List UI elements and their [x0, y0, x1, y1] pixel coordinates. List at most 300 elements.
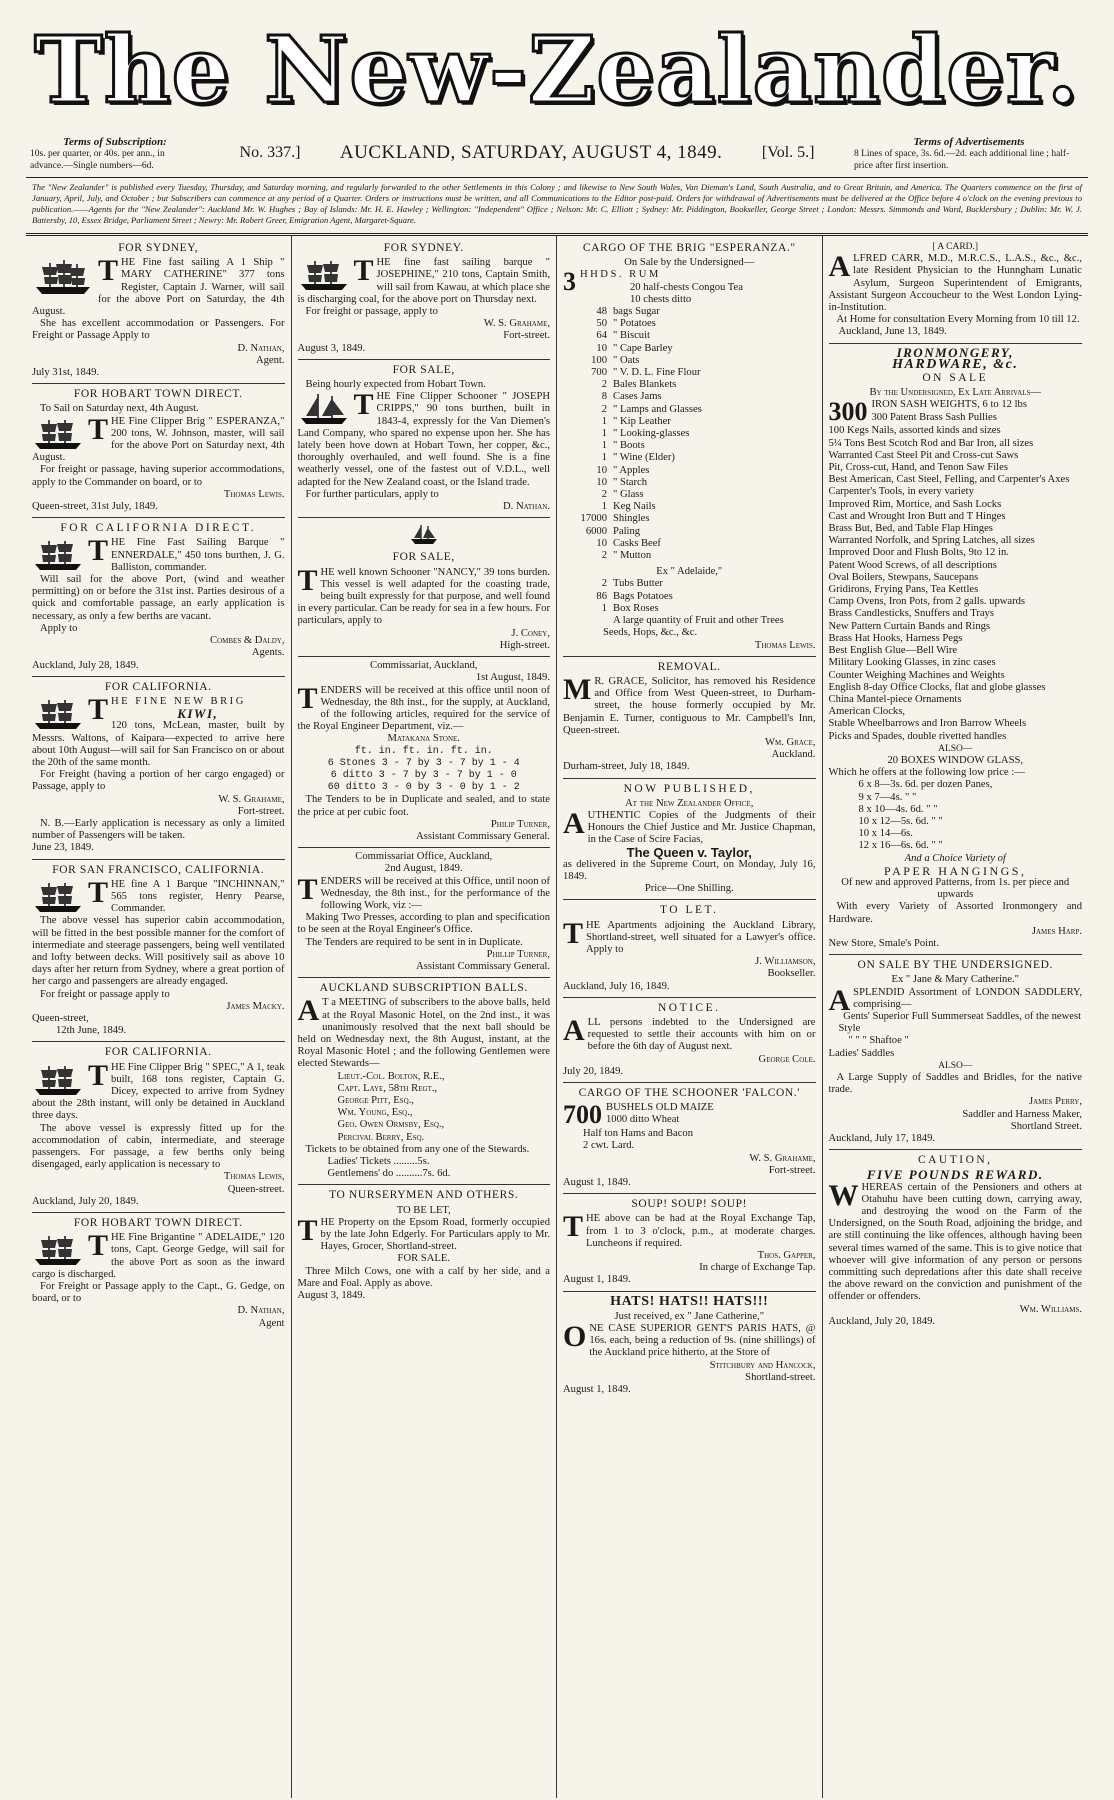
- cargo-row: [563, 404, 816, 416]
- paper-heading: PAPER HANGINGS,: [884, 863, 1027, 878]
- subscription-terms-title: Terms of Subscription:: [63, 136, 167, 148]
- cargo-row: [563, 355, 816, 367]
- cargo-quantity: 1: [601, 501, 607, 513]
- ship-icon: [32, 696, 84, 732]
- drop-cap: T: [353, 254, 374, 288]
- cargo-item: 20 half-chests Congou Tea: [630, 281, 743, 293]
- ad-heading: FOR HOBART TOWN DIRECT.: [73, 1217, 243, 1230]
- drop-cap: T: [98, 254, 119, 288]
- cargo-quantity: 1: [601, 428, 607, 440]
- hardware-item: English 8-day Office Clocks, flat and globe glasses: [828, 681, 1046, 693]
- steward-name: Lieut.-Col. Bolton, R.E.,: [337, 1070, 445, 1082]
- ad-subhead: TO BE LET,: [396, 1204, 451, 1216]
- cargo-list: [563, 578, 816, 615]
- drop-cap: T: [88, 534, 109, 568]
- ship-icon: [298, 257, 350, 293]
- item-line: 300 Patent Brass Sash Pullies: [871, 411, 997, 423]
- ad-signature: W. S. Grahame,: [483, 318, 550, 330]
- steward-name: George Pitt, Esq.,: [337, 1095, 414, 1106]
- item-line: " " " Shaftoe ": [848, 1035, 909, 1047]
- ad-commissariat-presses: [298, 848, 551, 978]
- ad-california-kiwi: [32, 677, 285, 860]
- drop-cap: T: [297, 1213, 318, 1247]
- cargo-quantity: 50: [596, 318, 607, 330]
- ad-text: Making Two Presses, according to plan and specification to be seen at the Royal Engineer's Office.: [297, 912, 550, 936]
- cargo-row: [563, 318, 816, 330]
- cargo-item: Shingles: [613, 513, 650, 525]
- ad-signature: Combes & Daldy,: [210, 635, 285, 647]
- ad-body: HE Fine Clipper Brig " SPEC," A 1, teak built, 168 tons register, Captain G. Dicey, expected to arrive from Sydney about the 28th instant, will only be detained in Auckland three days.: [32, 1061, 285, 1122]
- glass-heading: 20 BOXES WINDOW GLASS,: [887, 754, 1024, 766]
- ad-signature-title: Auckland.: [771, 749, 816, 761]
- ad-signature-title: Agent.: [255, 354, 285, 366]
- glass-size: 9 x 7—4s. " ": [858, 791, 917, 803]
- ship-icon: [32, 257, 94, 297]
- drop-cap: T: [88, 1229, 109, 1263]
- cargo-row: [563, 489, 816, 501]
- ad-ironmongery: [829, 344, 1083, 956]
- issue-number: No. 337.]: [239, 144, 301, 161]
- cargo-row: [563, 306, 816, 318]
- ad-california-ennerdale: [32, 518, 285, 676]
- ad-signature-title: Saddler and Harness Maker,: [962, 1108, 1082, 1120]
- ad-date: Auckland, June 13, 1849.: [838, 326, 947, 338]
- cargo-quantity: 10: [596, 476, 607, 488]
- ad-date: 12th June, 1849.: [56, 1025, 127, 1037]
- ad-body: NE CASE SUPERIOR GENT'S PARIS HATS, @ 16s. each, being a reduction of 9s. (nine shillings) of the Auckland price hitherto, at the Store of: [589, 1323, 816, 1359]
- ship-icon: [32, 1232, 84, 1268]
- ship-icon: [32, 537, 84, 573]
- glass-size: 10 x 12—5s. 6d. " ": [858, 815, 943, 827]
- ad-text: And a Choice Variety of: [904, 852, 1006, 864]
- schooner-icon: [409, 523, 439, 545]
- column-2: [292, 236, 558, 1798]
- drop-cap: T: [88, 1058, 109, 1092]
- ad-body: SPLENDID Assortment of LONDON SADDLERY, comprising—: [853, 986, 1082, 1010]
- ex-ship: Ex " Adelaide,": [656, 566, 723, 578]
- drop-cap: T: [88, 412, 109, 446]
- ad-heading: FOR SYDNEY.: [383, 242, 464, 254]
- ad-signature-title: Fort-street.: [237, 805, 285, 817]
- cargo-row: [563, 428, 816, 440]
- ad-signature: Thomas Lewis.: [754, 639, 816, 651]
- cargo-item: " Cape Barley: [613, 342, 673, 354]
- ad-signature: Phillip Turner,: [486, 948, 550, 960]
- drop-cap: T: [88, 875, 109, 909]
- steward-name: Capt. Laye, 58th Regt.,: [337, 1082, 438, 1094]
- cargo-item: " Kip Leather: [613, 415, 671, 427]
- ad-text: For freight or passage, having superior accommodations, apply to the Commander on board, or to: [32, 464, 285, 488]
- ad-signature-title: Shortland-street.: [745, 1371, 816, 1383]
- ad-date: July 31st, 1849.: [32, 367, 100, 379]
- ad-intro: On Sale by the Undersigned—: [624, 257, 755, 269]
- drop-cap: O: [563, 1320, 587, 1354]
- drop-cap: A: [828, 983, 851, 1017]
- cargo-list: [563, 282, 816, 563]
- ad-date: Auckland, July 17, 1849.: [828, 1133, 936, 1145]
- big-number: 3: [563, 267, 576, 297]
- cargo-row: [563, 526, 816, 538]
- cargo-quantity: 8: [601, 391, 607, 403]
- ad-intro: By the Undersigned, Ex Late Arrivals—: [869, 387, 1042, 399]
- ad-signature-title: Agent: [258, 1317, 285, 1329]
- units-row: ft. in. ft. in. ft. in.: [354, 745, 493, 757]
- ad-subscription-balls: [298, 978, 551, 1185]
- cargo-quantity: 10: [596, 537, 607, 549]
- also-label: ALSO—: [938, 743, 973, 754]
- ad-saddlery: [829, 955, 1083, 1150]
- cargo-item: " Wine (Elder): [613, 452, 675, 464]
- ad-signature: George Cole.: [758, 1053, 816, 1065]
- cargo-quantity: 2: [601, 489, 607, 501]
- cargo-item: Tubs Butter: [613, 578, 663, 590]
- cargo-line: 2 cwt. Lard.: [583, 1140, 635, 1152]
- hardware-item: Camp Ovens, Iron Pots, from 2 galls. upwards: [828, 596, 1026, 608]
- glass-size: 6 x 8—3s. 6d. per dozen Panes,: [858, 779, 993, 791]
- hardware-item: Gridirons, Frying Pans, Tea Kettles: [828, 584, 979, 596]
- drop-cap: T: [563, 916, 584, 950]
- ad-removal: [563, 657, 816, 779]
- ad-notice: [563, 998, 816, 1083]
- cargo-line: 1000 ditto Wheat: [606, 1114, 680, 1126]
- hardware-item: Military Looking Glasses, in zinc cases: [828, 657, 996, 669]
- drop-cap: A: [297, 994, 320, 1028]
- cargo-row: [563, 578, 816, 590]
- ad-tag: [ A CARD.]: [932, 242, 979, 252]
- cargo-item: Paling: [613, 525, 641, 537]
- ad-text: The above vessel has superior cabin accommodation, will be fitted in the best possible manner for the comfort of intermediate and steerage passengers, being well ventilated and lofty between decks. Will positively sail as above 10 days after her return from Sydney, where a great portion of her cargo and passengers are already engaged.: [32, 915, 285, 988]
- ad-hobart-adelaide: [32, 1213, 285, 1334]
- cargo-row: [580, 294, 816, 306]
- ad-heading: REMOVAL.: [657, 660, 721, 673]
- ad-heading: ON SALE BY THE UNDERSIGNED.: [857, 959, 1053, 972]
- ad-heading: CARGO OF THE SCHOONER 'FALCON.': [578, 1087, 800, 1099]
- glass-size: 12 x 16—6s. 6d. " ": [858, 840, 943, 852]
- ad-heading: CAUTION,: [917, 1154, 993, 1167]
- advertisement-terms: [854, 136, 1084, 172]
- glass-size: 10 x 14—6s.: [858, 828, 913, 840]
- ad-signature: J. Williamson,: [755, 956, 816, 968]
- cargo-row: [563, 477, 816, 489]
- cargo-row: [563, 550, 816, 562]
- ad-heading: FOR SYDNEY,: [118, 242, 199, 254]
- ad-signature: James Perry,: [1028, 1096, 1082, 1108]
- cargo-extra: Seeds, Hops, &c., &c.: [603, 627, 698, 639]
- volume-number: [Vol. 5.]: [761, 144, 815, 161]
- ad-card-carr: [829, 238, 1083, 344]
- ad-signature-title: In charge of Exchange Tap.: [699, 1262, 816, 1274]
- ad-text: The Tenders are required to be sent in in Duplicate.: [305, 936, 523, 948]
- ticket-price: Ladies' Tickets .........5s.: [327, 1156, 430, 1168]
- ad-body: T a MEETING of subscribers to the above balls, held at the Royal Masonic Hotel, on the 2nd inst., it was unanimously resolved that the next ball should be held on Wednesday next, the 8th August, instant, at the Royal Masonic Hotel ; and the following Gentlemen were elected Stewards—: [297, 997, 550, 1070]
- ad-heading: FOR CALIFORNIA.: [104, 680, 212, 693]
- ad-subhead: ON SALE: [922, 372, 989, 385]
- glass-size: 8 x 10—4s. 6d. " ": [858, 803, 938, 815]
- steward-name: Percival Berry, Esq.: [337, 1131, 425, 1143]
- ad-body: LFRED CARR, M.D., M.R.C.S., L.A.S., &c., &c., late Resident Physician to the Hunngham Lunatic Asylum, Surgeon Superintendent of Emigrants, Assistant Surgeon Accoucheur to the West London Lying-in-Institution.: [828, 253, 1082, 314]
- drop-cap: T: [297, 681, 318, 715]
- ad-header-line: Commissariat Office, Auckland,: [355, 851, 493, 863]
- cargo-item: " Lamps and Glasses: [613, 403, 702, 415]
- cargo-item: " Mutton: [613, 550, 652, 562]
- column-3: [557, 236, 823, 1798]
- hardware-item: Warranted Norfolk, and Spring Latches, all sizes: [828, 535, 1035, 547]
- cargo-item: Cases Jams: [613, 391, 662, 403]
- ship-icon: [32, 416, 84, 452]
- cargo-item: 10 chests ditto: [630, 293, 692, 305]
- cargo-quantity: 48: [596, 306, 607, 318]
- ad-signature: Thomas Lewis.: [223, 488, 285, 500]
- cargo-quantity: 1: [601, 602, 607, 614]
- ad-body: ENDERS will be received at this Office, until noon of Wednesday, the 8th inst., for the performance of the following Work, viz :—: [320, 875, 550, 911]
- ad-commissariat-stone: [298, 657, 551, 848]
- cargo-row: [563, 501, 816, 513]
- ship-icon: [32, 879, 84, 915]
- ad-text: Of new and approved Patterns, from 1s. per piece and upwards: [841, 876, 1070, 901]
- ad-heading: TO LET.: [659, 904, 719, 917]
- cargo-item: " Starch: [613, 476, 648, 488]
- cargo-item: bags Sugar: [613, 306, 660, 318]
- ad-signature-title: Fort-street.: [503, 330, 550, 342]
- ad-signature: Wm. Grace,: [765, 736, 816, 748]
- ad-body: HE Apartments adjoining the Auckland Library, Shortland-street, well situated for a Lawyer's office. Apply to: [586, 919, 816, 955]
- item-line: Gents' Superior Full Summerseat Saddles, of the newest Style: [838, 1010, 1082, 1035]
- ad-sydney-mary-catherine: [32, 238, 285, 384]
- ad-heading: FOR CALIFORNIA DIRECT.: [60, 522, 257, 535]
- cargo-line: Half ton Hams and Bacon: [583, 1128, 694, 1140]
- drop-cap: T: [297, 563, 318, 597]
- ad-text: Three Milch Cows, one with a calf by her side, and a Mare and Foal. Apply as above.: [297, 1265, 550, 1289]
- cargo-item: " Apples: [613, 464, 650, 476]
- cargo-quantity: 2: [601, 550, 607, 562]
- ad-text: For freight or passage apply to: [40, 988, 170, 1000]
- ad-text: Apply to: [40, 622, 78, 634]
- ad-sale-nancy: [298, 518, 551, 657]
- hardware-item: Warranted Cast Steel Pit and Cross-cut Saws: [828, 449, 1019, 461]
- cargo-quantity: 10: [596, 464, 607, 476]
- ad-heading: SOUP! SOUP! SOUP!: [631, 1198, 748, 1211]
- hardware-item: Improved Door and Flush Bolts, 9to 12 in.: [828, 547, 1009, 559]
- ad-signature: D. Nathan.: [503, 501, 550, 513]
- also-label: ALSO—: [938, 1060, 973, 1071]
- cargo-quantity: 2: [601, 379, 607, 391]
- hardware-item: Patent Wood Screws, of all descriptions: [828, 559, 997, 571]
- prospectus: The "New Zealander" is published every Tuesday, Thursday, and Saturday morning, and regularly forwarded to the other Settlements in this Colony ; and likewise to New South Wales, Van Dieman's Land, South Australia, and to Great Britain, and America. The Quarters commence on the first of January, April, July, and October ; but Subscribers can commence at any period of a Quarter. Orders or instructions must be written, and all Communications to the Editor post-paid. Orders for withdrawal of Advertisements must be delivered at the Office before 4 o'clock on the evening previous to publication.——Agents for the "New Zealander": Auckland Mr. W. Hughes ; Bay of Islands: Mr. H. E. Hawley ; Wellington: "Independent" Office ; Nelson: Mr. C. Elliott ; Sydney: Mr. Piddington, Bookseller, George Street ; London: Messrs. Simmonds and Ward, Bucklersbury ; Dublin: Mr. W. J. Battersby, 10, Essex Bridge, Parliament Street ; Newry: Mr. Robert Greer, Emigration Agent, Margaret-Square.: [26, 178, 1088, 236]
- ad-date: Auckland, July 20, 1849.: [32, 1195, 139, 1207]
- cargo-item: Bags Potatoes: [613, 590, 673, 602]
- ad-heading: HARDWARE, &c.: [892, 356, 1019, 372]
- ad-intro: To Sail on Saturday next, 4th August.: [40, 403, 199, 415]
- drop-cap: A: [563, 1013, 585, 1047]
- masthead: [26, 6, 1088, 134]
- column-1: [26, 236, 292, 1798]
- hardware-item: 5¼ Tons Best Scotch Rod and Bar Iron, all sizes: [828, 437, 1034, 449]
- ad-signature: James Harp.: [1031, 925, 1082, 937]
- ad-date: August 3, 1849.: [297, 342, 366, 354]
- hardware-item: New Pattern Curtain Bands and Rings: [828, 620, 991, 632]
- subscription-terms: [30, 136, 200, 172]
- hardware-item: Best English Glue—Bell Wire: [828, 645, 958, 657]
- cargo-quantity: 2: [601, 578, 607, 590]
- cargo-row: [563, 538, 816, 550]
- ad-signature: Stitchbury and Hancock,: [709, 1359, 816, 1371]
- cargo-row: [563, 513, 816, 525]
- ad-signature: James Macky.: [226, 1000, 285, 1012]
- cargo-row: [563, 603, 816, 615]
- issue-place-date: AUCKLAND, SATURDAY, AUGUST 4, 1849.: [339, 142, 723, 163]
- columns: [26, 236, 1088, 1798]
- ad-line: HE FINE NEW BRIG: [111, 695, 246, 707]
- stone-row: 6 ditto 3 - 7 by 3 - 7 by 1 - 0: [330, 769, 517, 781]
- ad-date: New Store, Smale's Point.: [828, 937, 939, 949]
- ad-text: For freight or passage, apply to: [305, 306, 438, 318]
- ad-date: August 1, 1849.: [563, 1274, 631, 1286]
- advertisement-terms-title: Terms of Advertisements: [913, 136, 1025, 148]
- cargo-quantity: 10: [596, 342, 607, 354]
- ship-name: KIWI,: [177, 706, 219, 722]
- ad-signature-title: Queen-street.: [227, 1183, 285, 1195]
- ad-text: She has excellent accommodation or Passengers. For Freight or Passage Apply to: [32, 318, 285, 342]
- ad-body: ENDERS will be received at this office until noon of Wednesday, the 8th inst., for the supply, at Auckland, of the following articles, required for the service of the Royal Engineer Department, viz.—: [297, 684, 550, 733]
- glass-intro: Which he offers at the following low price :—: [828, 767, 1025, 779]
- cargo-quantity: 1: [601, 440, 607, 452]
- ad-date: Queen-street, 31st July, 1849.: [32, 501, 158, 513]
- ad-text: With every Variety of Assorted Ironmongery and Hardware.: [828, 901, 1082, 925]
- cargo-item: " V. D. L. Fine Flour: [613, 367, 701, 379]
- drop-cap: A: [828, 250, 851, 284]
- subscription-terms-text: 10s. per quarter, or 40s. per ann., in advance.—Single numbers—6d.: [30, 149, 165, 171]
- cargo-first-line: HHDS. RUM: [580, 269, 661, 281]
- cargo-item: " Glass: [613, 489, 644, 501]
- ad-signature-title: Bookseller.: [767, 968, 816, 980]
- drop-cap: T: [353, 388, 374, 422]
- cargo-quantity: [580, 294, 630, 306]
- cargo-row: [563, 440, 816, 452]
- ad-signature: W. S. Grahame,: [218, 793, 285, 805]
- ex-ship: Ex " Jane & Mary Catherine.": [891, 974, 1019, 986]
- ad-now-published: [563, 779, 816, 901]
- ad-date: Durham-street, July 18, 1849.: [563, 761, 690, 773]
- cargo-quantity: 6000: [585, 525, 607, 537]
- ad-body: 120 tons, McLean, master, built by Messrs. Waltons, of Kaipara—expected to arrive here about 10th August—will sail for San Francisco on or about the 20th of the same month.: [32, 720, 285, 768]
- ad-signature: J. Coney,: [511, 627, 550, 639]
- hardware-item: Brass But, Bed, and Table Flap Hinges: [828, 523, 993, 535]
- stone-row: 60 ditto 3 - 0 by 3 - 0 by 1 - 2: [327, 782, 520, 794]
- hardware-item: 100 Kegs Nails, assorted kinds and sizes: [828, 425, 1001, 437]
- ad-sale-joseph-cripps: [298, 360, 551, 518]
- ad-subhead: FOR SALE.: [397, 1253, 450, 1265]
- ad-sydney-josephine: [298, 238, 551, 360]
- ad-caution-reward: [829, 1150, 1083, 1332]
- ad-text: For Freight (having a portion of her cargo engaged) or Passage, apply to: [32, 769, 285, 793]
- ad-heading: NOW PUBLISHED,: [623, 782, 755, 795]
- ad-california-spec: [32, 1042, 285, 1213]
- ad-soup: [563, 1194, 816, 1291]
- ad-heading: FOR SAN FRANCISCO, CALIFORNIA.: [52, 863, 265, 876]
- ad-text: as delivered in the Supreme Court, on Monday, July 16, 1849.: [563, 858, 816, 882]
- glass-size-list: [829, 779, 1083, 852]
- cargo-row: [563, 452, 816, 464]
- ad-date: Auckland, July 20, 1849.: [828, 1315, 936, 1327]
- ad-body: HE Fine Clipper Brig " ESPERANZA," 200 tons, W. Johnson, master, will sail for the above Port on Saturday next, 4th August.: [32, 415, 285, 464]
- ad-heading: TO NURSERYMEN AND OTHERS.: [329, 1189, 519, 1202]
- ad-date: June 23, 1849.: [32, 842, 94, 854]
- ad-body: LL persons indebted to the Undersigned are requested to settle their accounts with him on or before the 6th day of August next.: [587, 1016, 816, 1053]
- cargo-row: [563, 367, 816, 379]
- ad-cargo-esperanza: [563, 238, 816, 657]
- ad-signature-title: High-street.: [499, 639, 550, 651]
- ad-body: HE fine A 1 Barque "INCHINNAN," 565 tons register, Henry Pearse, Commander.: [111, 878, 285, 915]
- ad-text: The above vessel is expressly fitted up for the accommodation of cabin, intermediate, and steerage passengers. For passage, a few berths only being disengaged, early application is necessary to: [32, 1122, 285, 1171]
- steward-name: Wm. Young, Esq.,: [337, 1107, 413, 1119]
- ad-heading: HATS! HATS!! HATS!!!: [610, 1293, 769, 1309]
- ad-to-let: [563, 900, 816, 997]
- big-number: 700: [563, 1100, 602, 1130]
- ad-signature-title: Shortland Street.: [1010, 1120, 1082, 1132]
- hardware-item: Best American, Cast Steel, Felling, and Carpenter's Axes: [828, 474, 1070, 486]
- hardware-item: Carpenter's Tools, in every variety: [828, 486, 974, 498]
- big-number: 300: [828, 397, 868, 427]
- stone-row: 6 Stones 3 - 7 by 3 - 7 by 1 - 4: [327, 757, 520, 769]
- ad-date: August 3, 1849.: [297, 1290, 366, 1302]
- ship-icon: [32, 1062, 84, 1098]
- ad-body: HEREAS certain of the Pensioners and others at Otahuhu have been cutting down, carrying away, and destroying the wood on the Farm of the Undersigned, on the South Road, adjoining the bridge, and are still continuing the like offences, although having been several times warned of the same. This is to give notice that whoever will give information of any person or persons committing such depredations after this date shall receive the above reward on the conviction and punishment of the offender or offenders.: [828, 1181, 1082, 1303]
- cargo-row: [563, 330, 816, 342]
- hardware-item: American Clocks,: [828, 706, 905, 718]
- ad-text: For further particulars, apply to: [305, 488, 439, 500]
- cargo-item: Keg Nails: [613, 501, 656, 513]
- ad-date: August 1, 1849.: [563, 1177, 631, 1189]
- ad-text: N. B.—Early application is necessary as only a limited number of Passengers will be taken.: [32, 817, 285, 842]
- ad-body: HE Fine fast sailing A 1 Ship " MARY CATHERINE" 377 tons Register, Captain J. Warner, will sail for the above Port on Saturday, the 4th August.: [32, 257, 285, 318]
- cargo-line: BUSHELS OLD MAIZE: [606, 1102, 714, 1114]
- ad-body: R. GRACE, Solicitor, has removed his Residence and Office from West Queen-street, to Durham-street, the house formerly occupied by Mr. Benjamin E. Turner, contiguous to Mr. Campbell's Inn, Queen-street.: [563, 675, 816, 736]
- ad-signature: W. S. Grahame,: [749, 1152, 816, 1164]
- item-line: Ladies' Saddles: [828, 1047, 895, 1059]
- drop-cap: A: [563, 806, 585, 840]
- drop-cap: T: [297, 872, 318, 906]
- ad-body: UTHENTIC Copies of the Judgments of their Honours the Chief Justice and Mr. Justice Chapman, in the Case of Scire Facias,: [587, 809, 816, 846]
- hardware-item: Picks and Spades, double rivetted handles: [828, 730, 1007, 742]
- ad-header-date: 1st August, 1849.: [475, 672, 550, 684]
- ad-intro: Just received, ex " Jane Catherine,": [614, 1310, 765, 1322]
- ad-body: HE Property on the Epsom Road, formerly occupied by the late John Edgerly. For Particulars apply to Mr. Hayes, Grocer, Shortland-street.: [320, 1216, 550, 1253]
- cargo-item: Box Roses: [613, 602, 659, 614]
- ad-signature-title: Fort-street.: [768, 1164, 816, 1176]
- cargo-quantity: 64: [596, 330, 607, 342]
- ad-heading: AUCKLAND SUBSCRIPTION BALLS.: [319, 982, 528, 995]
- hardware-item: Counter Weighing Machines and Weights: [828, 669, 1005, 681]
- hardware-item: Improved Rim, Mortice, and Sash Locks: [828, 498, 1002, 510]
- cargo-item: Casks Beef: [613, 537, 661, 549]
- drop-cap: T: [563, 1210, 584, 1244]
- ad-heading: NOTICE.: [657, 1001, 721, 1014]
- cargo-row: [563, 465, 816, 477]
- ad-hats: [563, 1292, 816, 1401]
- cargo-item: Bales Blankets: [613, 379, 677, 391]
- ad-signature: D. Nathan,: [237, 342, 285, 354]
- ad-body: HE Fine Clipper Schooner " JOSEPH CRIPPS," 90 tons burthen, built in 1843-4, expressly for the Van Diemen's Land Company, who spared no expense upon her. She has lately been hove down at Hobart Town, her copper, &c., thoroughly overhauled, and well found. She is a fine weatherly vessel, one of the fastest out of V.D.L., well adapted for the New Zealand coast, or the Island trade.: [297, 391, 550, 488]
- hardware-item: China Mantel-piece Ornaments: [828, 693, 962, 705]
- steward-name: Geo. Owen Ormsby, Esq.,: [337, 1119, 445, 1131]
- case-title: The Queen v. Taylor,: [626, 844, 752, 860]
- hardware-item: Cast and Wrought Iron Butt and T Hinges: [828, 510, 1006, 522]
- cargo-quantity: 2: [601, 403, 607, 415]
- price: Price—One Shilling.: [644, 883, 734, 895]
- advertisement-terms-text: 8 Lines of space, 3s. 6d.—2d. each additional line ; half-price after first insertion.: [853, 149, 1070, 171]
- hardware-item: Oval Boilers, Stewpans, Saucepans: [828, 571, 979, 583]
- drop-cap: T: [88, 692, 109, 726]
